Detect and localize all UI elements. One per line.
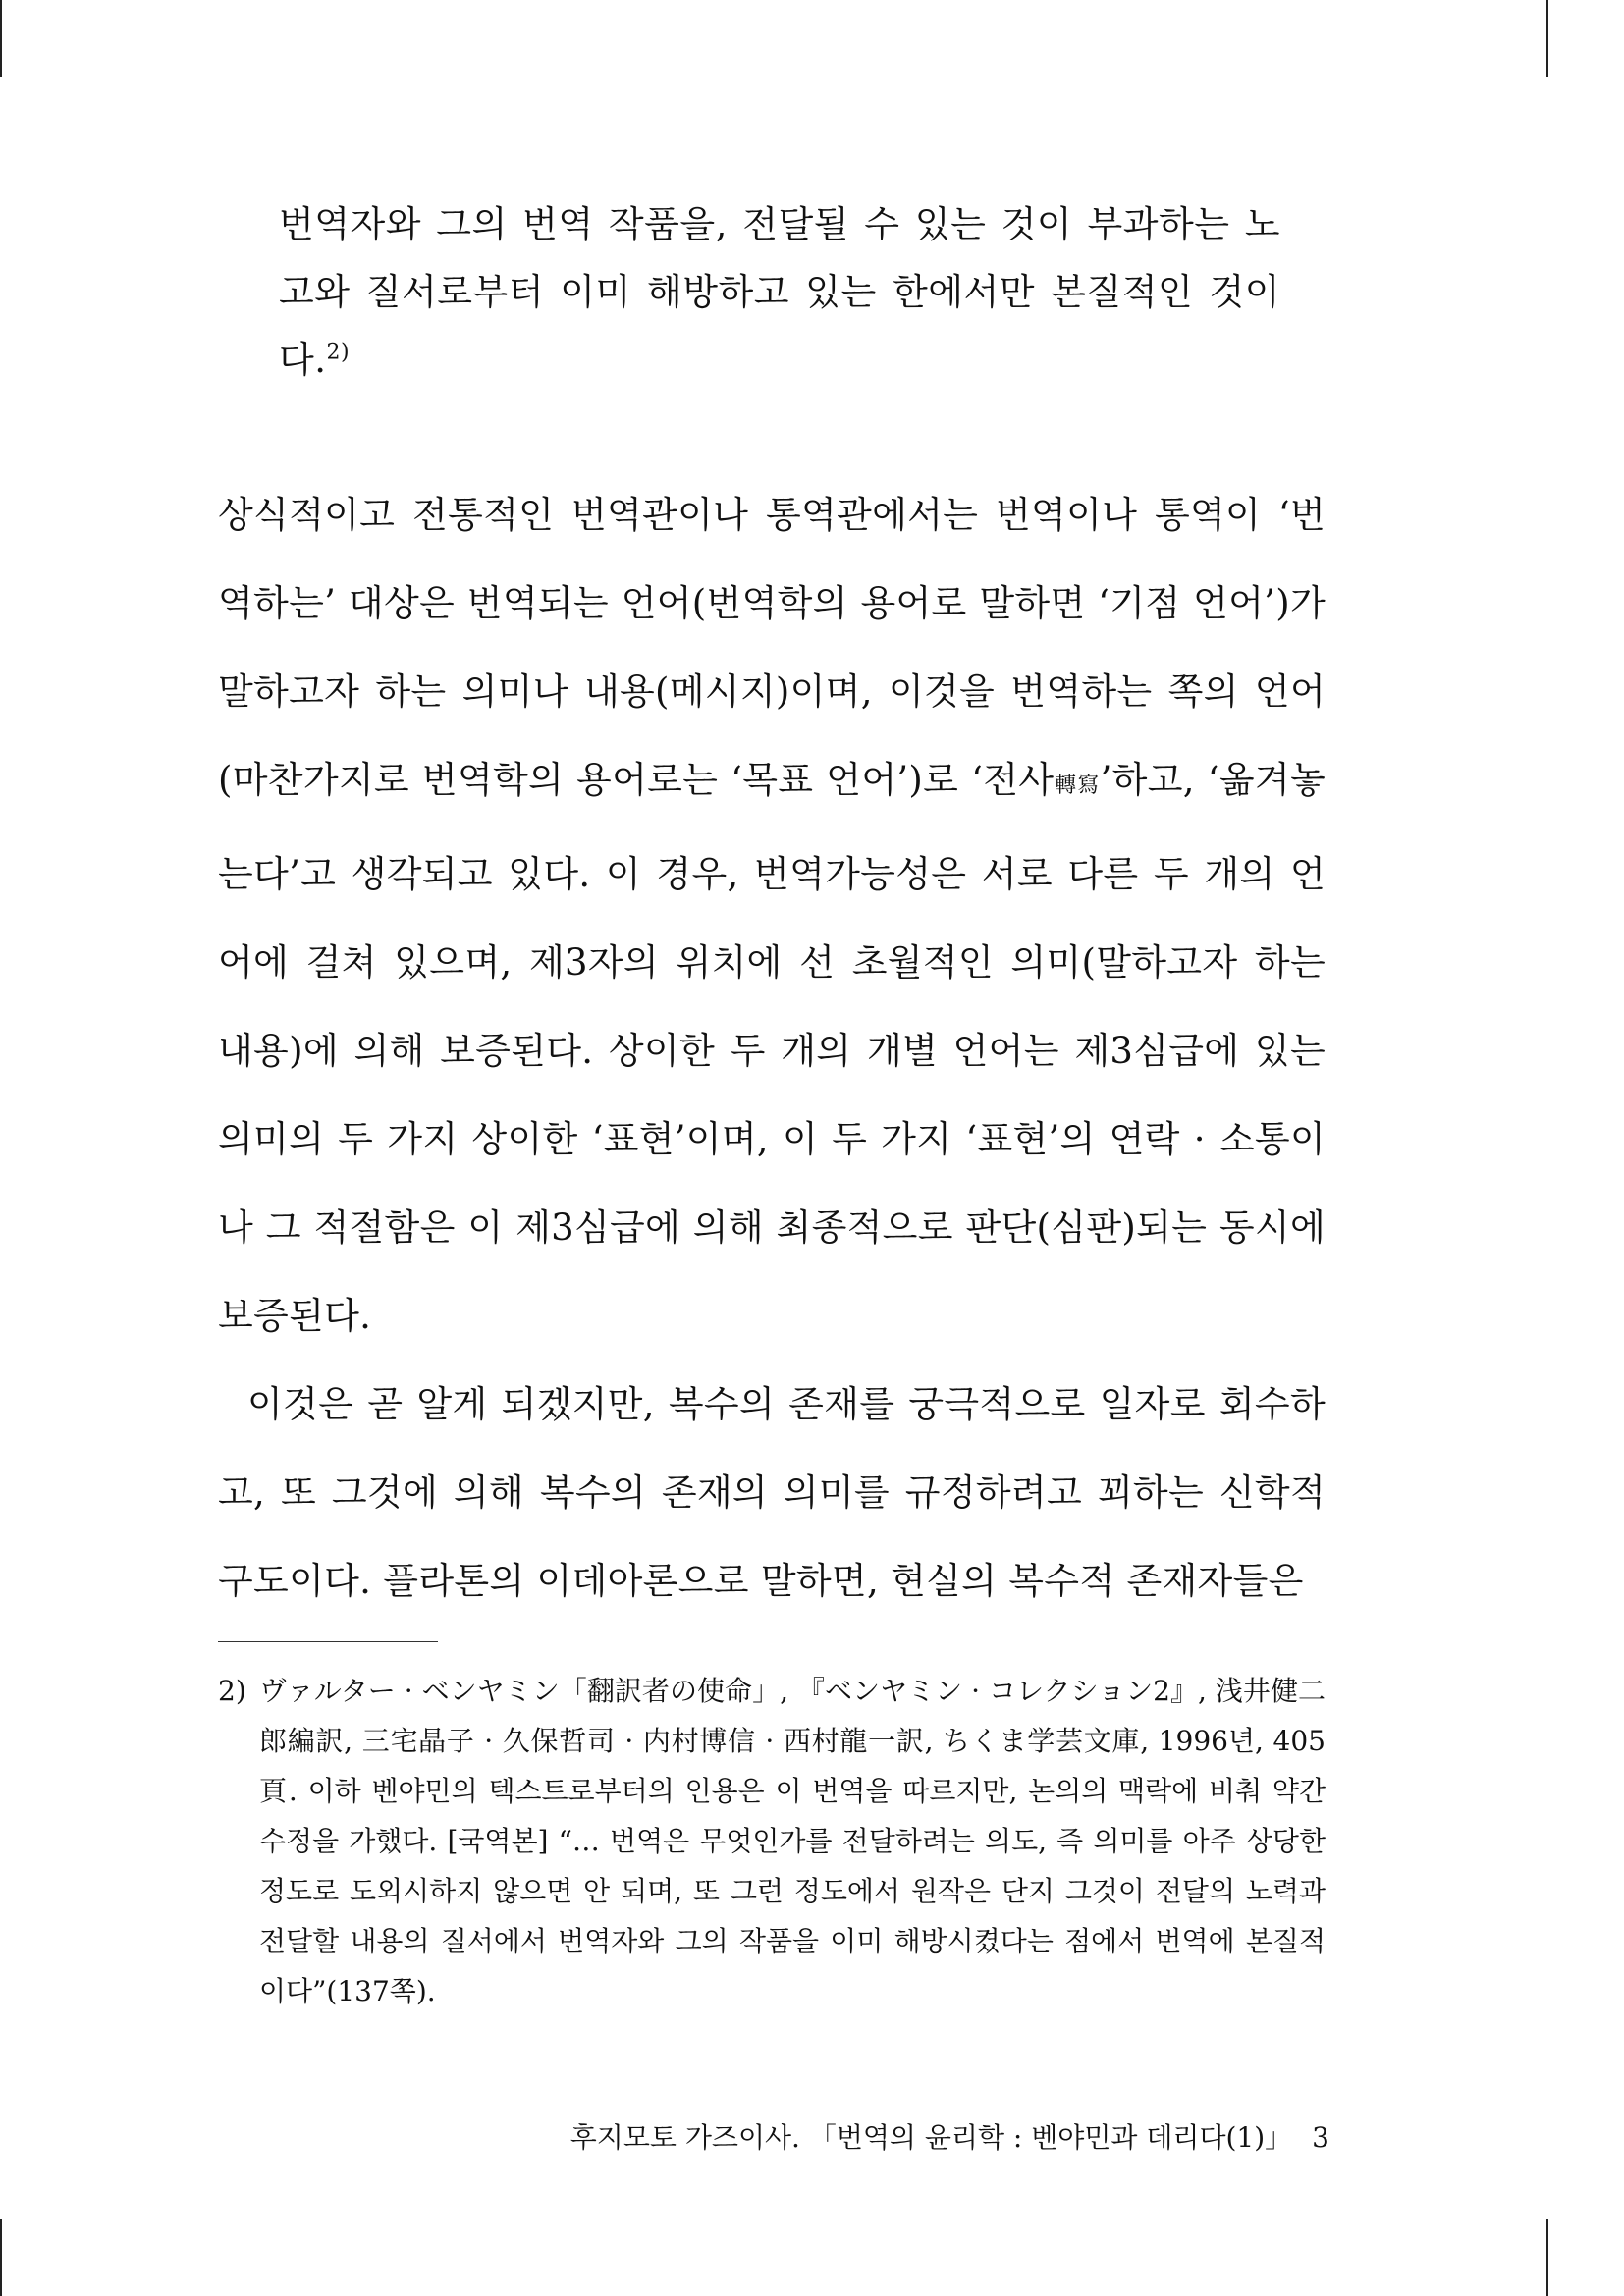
footnote-reference: 2) — [326, 340, 351, 365]
paragraph-1-part-b: ’하고, ‘옮겨놓는다’고 생각되고 있다. 이 경우, 번역가능성은 서로 다른 두 개의 언어에 걸쳐 있으며, 제3자의 위치에 선 초월적인 의미(말하고자 하는 내용)에 의해 보증된다. 상이한 두 개의 개별 언어는 제3심급에 있는 의미의 두 가지 상이한 ‘표현’이며, 이 두 가지 ‘표현’의 연락 · 소통이나 그 적절함은 이 제3심급에 의해 최종적으로 판단(심판)되는 동시에 보증된다. — [218, 759, 1326, 1337]
footnote-separator — [218, 1641, 438, 1642]
hanja-gloss: 轉寫 — [1054, 774, 1101, 798]
crop-mark-top-left — [0, 0, 2, 77]
running-footer — [570, 2118, 1329, 2158]
paragraph-2: 이것은 곧 알게 되겠지만, 복수의 존재를 궁극적으로 일자로 회수하고, 또 그것에 의해 복수의 존재의 의미를 규정하려고 꾀하는 신학적 구도이다. 플라톤의 이데아론으로 말하면, 현실의 복수적 존재자들은 — [218, 1383, 1326, 1602]
page-number: 3 — [1312, 2121, 1329, 2154]
crop-mark-bottom-right — [1546, 2219, 1548, 2296]
footnote-number: 2) — [218, 1675, 246, 1707]
block-quote-text: 번역자와 그의 번역 작품을, 전달될 수 있는 것이 부과하는 노고와 질서로부터 이미 해방하고 있는 한에서만 본질적인 것이다. — [279, 203, 1280, 381]
footnote-2 — [218, 1666, 1326, 2016]
block-quote — [279, 190, 1280, 394]
crop-mark-bottom-left — [0, 2219, 2, 2296]
paragraph-1-part-a: 상식적이고 전통적인 번역관이나 통역관에서는 번역이나 통역이 ‘번역하는’ 대상은 번역되는 언어(번역학의 용어로 말하면 ‘기점 언어’)가 말하고자 하는 의미나 내용(메시지)이며, 이것을 번역하는 쪽의 언어(마찬가지로 번역학의 용어로는 ‘목표 언어’)로 ‘전사 — [218, 494, 1326, 801]
crop-mark-top-right — [1546, 0, 1548, 77]
footnotes — [218, 1666, 1326, 2016]
footnote-text: ヴァルター · ベンヤミン「翻訳者の使命」, 『ベンヤミン · コレクション2』, 浅井健二郎編訳, 三宅晶子 · 久保哲司 · 内村博信 · 西村龍一訳, ちくま学芸文庫, 1996년, 405頁. 이하 벤야민의 텍스트로부터의 인용은 이 번역을 따르지만, 논의의 맥락에 비춰 약간 수정을 가했다. [국역본] “… 번역은 무엇인가를 전달하려는 의도, 즉 의미를 아주 상당한 정도로 도외시하지 않으면 안 되며, 또 그런 정도에서 원작은 단지 그것이 전달의 노력과 전달할 내용의 질서에서 번역자와 그의 작품을 이미 해방시켰다는 점에서 번역에 본질적이다”(137쪽). — [259, 1675, 1326, 2007]
running-title: 후지모토 가즈이사. 「번역의 윤리학 : 벤야민과 데리다(1)」 — [569, 2121, 1293, 2154]
paragraph-1 — [218, 471, 1326, 1361]
body-text — [218, 471, 1326, 1626]
